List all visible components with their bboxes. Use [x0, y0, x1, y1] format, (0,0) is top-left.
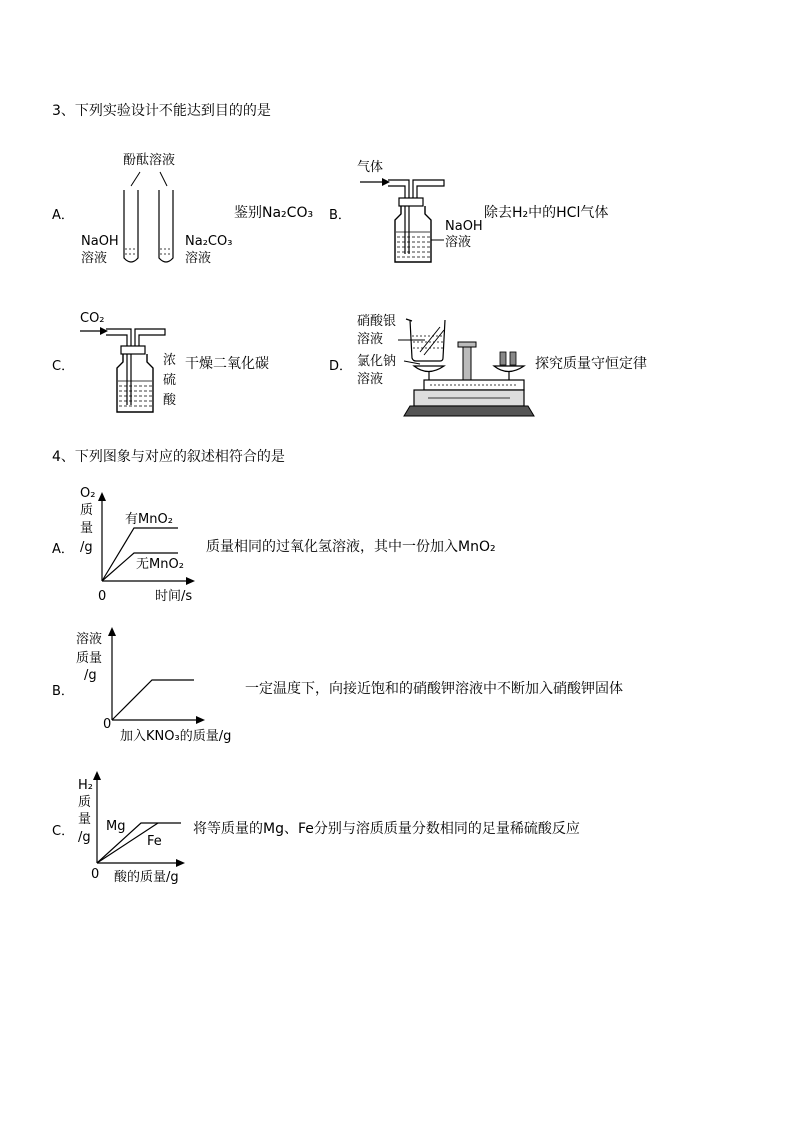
- option-3a-text: 鉴别Na₂CO₃: [234, 205, 314, 221]
- silver-nitrate-label: 硝酸银: [357, 314, 397, 329]
- 4a-series-with: 有MnO₂: [125, 512, 173, 527]
- option-4c-text: 将等质量的Mg、Fe分别与溶质质量分数相同的足量稀硫酸反应: [193, 821, 580, 837]
- acid-label: 酸: [163, 393, 177, 408]
- 4a-series-without: 无MnO₂: [136, 557, 184, 572]
- 4a-ylabel-liang: 量: [80, 521, 94, 536]
- gas-label: 气体: [357, 160, 384, 175]
- option-3b-letter: B．: [329, 208, 351, 223]
- option-3c-text: 干燥二氧化碳: [185, 356, 269, 372]
- na2co3-solution-label: 溶液: [185, 251, 212, 266]
- 4a-ylabel-unit: /g: [80, 540, 93, 555]
- naoh-solution-label-b: 溶液: [445, 235, 472, 250]
- conc-label: 浓: [163, 353, 177, 368]
- 4a-ylabel-zhi: 质: [80, 503, 94, 518]
- option-3b-text: 除去H₂中的HCl气体: [484, 205, 609, 221]
- 4c-x-arrow: [176, 859, 185, 867]
- question-3-stem: 3、下列实验设计不能达到目的的是: [52, 103, 271, 119]
- naoh-label: NaOH: [81, 234, 119, 249]
- 4c-ylabel-h2: H₂: [78, 778, 93, 793]
- 4c-ylabel-unit: /g: [78, 830, 91, 845]
- 4a-ylabel-o2: O₂: [80, 486, 96, 501]
- option-4b-letter: B．: [52, 684, 74, 699]
- sodium-chloride-label: 氯化钠: [357, 354, 397, 369]
- co2-label: CO₂: [80, 311, 105, 326]
- sulfuric-label: 硫: [163, 373, 177, 388]
- 4c-y-arrow: [93, 771, 101, 780]
- 4a-origin: 0: [98, 589, 107, 604]
- sodium-chloride-solution-label: 溶液: [357, 372, 384, 387]
- question-4-stem: 4、下列图象与对应的叙述相符合的是: [52, 449, 285, 465]
- 4c-series-fe: Fe: [147, 834, 162, 849]
- option-4a-text: 质量相同的过氧化氢溶液，其中一份加入MnO₂: [206, 539, 496, 555]
- option-3d-letter: D．: [329, 359, 353, 374]
- option-4c-letter: C．: [52, 824, 75, 839]
- 4c-xlabel: 酸的质量/g: [114, 870, 179, 885]
- silver-nitrate-solution-label: 溶液: [357, 332, 384, 347]
- 4b-ylabel-3: /g: [84, 668, 97, 683]
- 4b-origin: 0: [103, 717, 112, 732]
- option-3a-letter: A．: [52, 208, 74, 223]
- 4a-xlabel: 时间/s: [155, 589, 193, 604]
- option-4b-text: 一定温度下，向接近饱和的硝酸钾溶液中不断加入硝酸钾固体: [245, 681, 623, 697]
- option-4a-letter: A．: [52, 542, 74, 557]
- naoh-solution-label: 溶液: [81, 251, 108, 266]
- 4b-ylabel-1: 溶液: [76, 632, 103, 647]
- 4c-ylabel-liang: 量: [78, 812, 92, 827]
- na2co3-label: Na₂CO₃: [185, 234, 233, 249]
- naoh-label-b: NaOH: [445, 219, 483, 234]
- 4c-ylabel-zhi: 质: [78, 795, 92, 810]
- 4b-xlabel: 加入KNO₃的质量/g: [120, 729, 232, 744]
- option-3c-letter: C．: [52, 359, 75, 374]
- 4c-origin: 0: [91, 867, 100, 882]
- phenolphthalein-label: 酚酞溶液: [123, 153, 176, 168]
- 4b-ylabel-2: 质量: [76, 651, 103, 666]
- 4c-series-mg: Mg: [106, 819, 126, 834]
- option-3d-text: 探究质量守恒定律: [535, 356, 647, 372]
